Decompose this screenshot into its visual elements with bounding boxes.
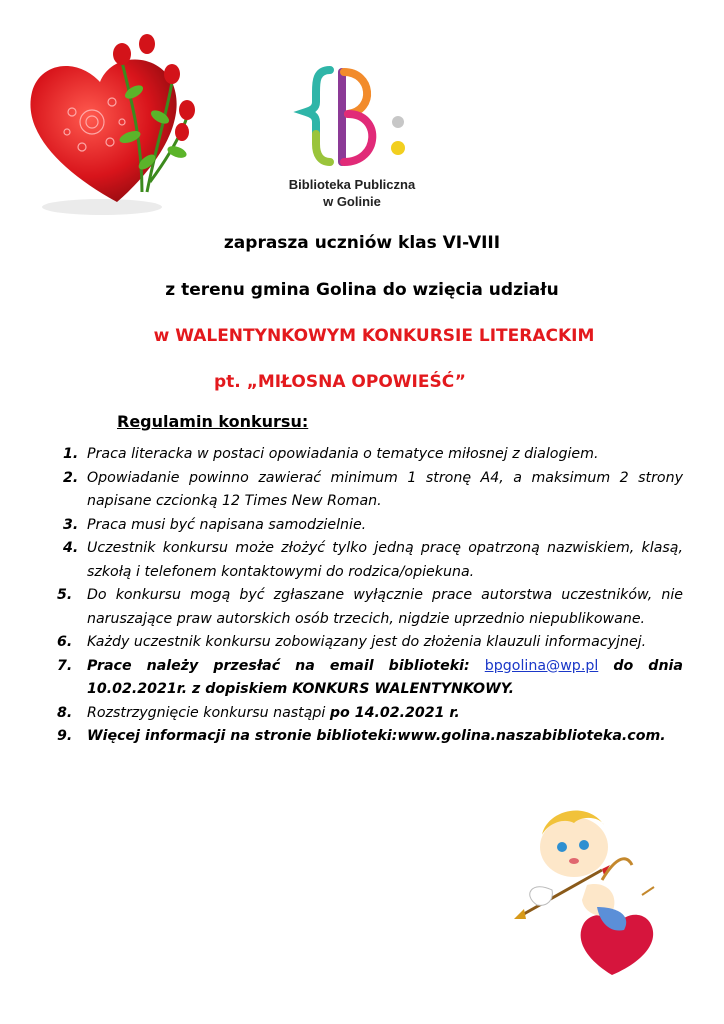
rules-title: Regulamin konkursu: — [117, 412, 309, 431]
rule-text — [87, 702, 683, 726]
rule-number: 6. — [57, 634, 73, 650]
rule-item — [57, 725, 683, 749]
rule-7-text-start: Prace należy przesłać na email biblioteki: — [87, 657, 485, 674]
rule-text: Opowiadanie powinno zawierać minimum 1 stronę A4, a maksimum 2 strony napisane czcionką 12 Times New Roman. — [87, 469, 683, 509]
heart-roses-illustration — [22, 22, 222, 222]
contest-title: pt. „MIŁOSNA OPOWIEŚĆ” — [214, 372, 466, 392]
rule-item — [57, 584, 683, 631]
rule-text: Praca literacka w postaci opowiadania o tematyce miłosnej z dialogiem. — [87, 446, 599, 462]
rule-text: Więcej informacji na stronie biblioteki:www.golina.naszabiblioteka.com. — [87, 728, 666, 744]
contest-name: w WALENTYNKOWYM KONKURSIE LITERACKIM — [153, 326, 595, 346]
rule-number: 4. — [63, 540, 79, 556]
rule-text: Uczestnik konkursu może złożyć tylko jedną pracę opatrzoną nazwiskiem, klasą, szkołą i telefonem kontaktowymi do rodzica/opiekuna. — [87, 540, 683, 580]
rule-text: Praca musi być napisana samodzielnie. — [87, 516, 367, 533]
rule-item — [57, 631, 683, 655]
email-link[interactable]: bpgolina@wp.pl — [484, 657, 599, 674]
rule-text — [87, 655, 683, 702]
rule-item — [57, 467, 683, 514]
logo-line-2: w Golinie — [323, 194, 381, 209]
rule-8-text: Rozstrzygnięcie konkursu nastąpi — [87, 704, 330, 721]
invite-line-2: z terenu gmina Golina do wzięcia udziału — [165, 280, 559, 300]
rule-number: 9. — [57, 728, 73, 744]
cupid-illustration — [492, 795, 674, 995]
logo-line-1: Biblioteka Publiczna — [288, 177, 416, 192]
rule-number: 1. — [63, 446, 79, 462]
rule-text: Do konkursu mogą być zgłaszane wyłącznie prace autorstwa uczestników, nie naruszające praw autorskich osób trzecich, nigdzie uprzednio niepublikowane. — [87, 587, 683, 627]
invite-line-1: zaprasza uczniów klas VI-VIII — [223, 233, 501, 253]
rule-item — [57, 655, 683, 702]
rule-number: 5. — [57, 587, 73, 603]
rule-number: 2. — [63, 469, 79, 486]
library-logo-text — [272, 176, 432, 210]
rule-number: 3. — [63, 516, 79, 533]
rule-text: Każdy uczestnik konkursu zobowiązany jest do złożenia klauzuli informacyjnej. — [87, 634, 647, 650]
rule-item — [57, 443, 683, 467]
rule-item — [57, 702, 683, 726]
rule-number: 8. — [57, 704, 73, 721]
rule-item — [57, 537, 683, 584]
rule-7-text-end: do dnia 10.02.2021r. z dopiskiem KONKURS WALENTYNKOWY. — [87, 657, 683, 697]
rule-8-date: po 14.02.2021 r. — [329, 704, 460, 721]
rule-item — [57, 514, 683, 538]
rule-number: 7. — [57, 657, 73, 674]
rules-list — [57, 443, 683, 749]
